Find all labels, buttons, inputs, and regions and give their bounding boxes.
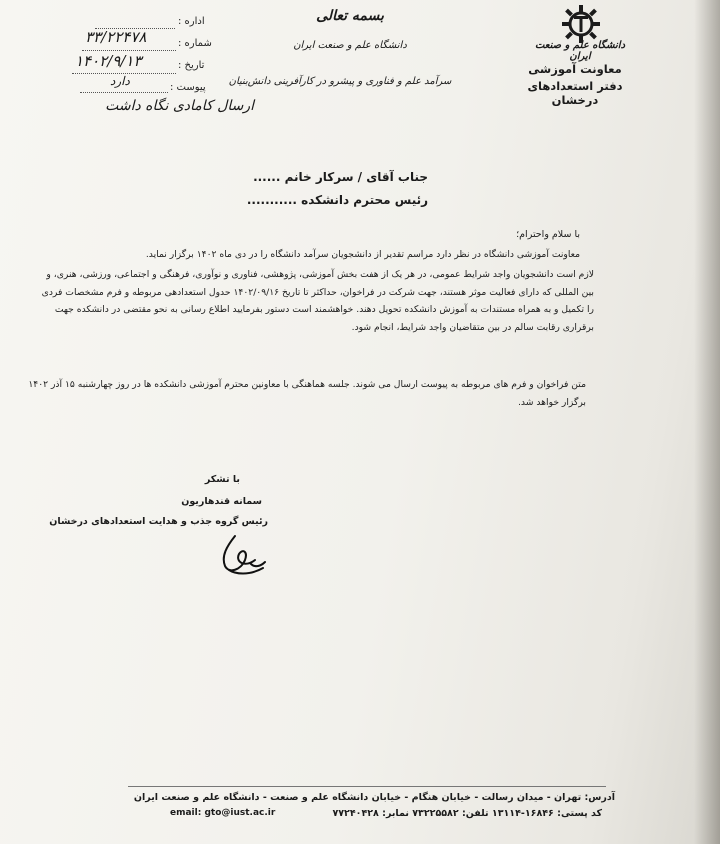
greeting: با سلام واحترام؛ (516, 229, 580, 240)
center-subtitle: سرآمد علم و فناوری و پیشرو در کارآفرینی دانش‌بنیان (228, 76, 452, 87)
paragraph-1: معاونت آموزشی دانشگاه در نظر دارد مراسم تقدیر از دانشجویان سرآمد دانشگاه را در دی ماه ۱۴۰۲ برگزار نماید. (145, 249, 580, 260)
attachment-label: پیوست : (170, 82, 206, 93)
handwritten-note: ارسال کامادی نگاه داشت (105, 98, 254, 114)
footer-email: email: gto@iust.ac.ir (170, 808, 276, 818)
number-line (82, 50, 176, 51)
signer-title: رئیس گروه جذب و هدایت استعدادهای درخشان (49, 516, 268, 527)
signature-thanks: با تشکر (204, 474, 240, 485)
university-logo-icon (561, 4, 601, 44)
date-value: ۱۴۰۲/۹/۱۳ (75, 52, 142, 70)
handwritten-signature-icon (205, 530, 275, 580)
university-name-center: دانشگاه علم و صنعت ایران (293, 40, 407, 51)
addressee-line-2: رئیس محترم دانشکده ........... (246, 193, 428, 207)
attachment-line (80, 92, 168, 93)
office-label: اداره : (178, 16, 205, 27)
addressee-line-1: جناب آقای / سرکار خانم ...... (253, 170, 428, 184)
paragraph-2: لازم است دانشجویان واجد شرایط عمومی، در هر یک از هفت بخش آموزشی، پژوهشی، فناوری و نوآوری، فرهنگی و اجتماعی، ورزشی، هنری، و بین المللی که دارای فعالیت موثر هستند، جهت شرکت در فراخوان، حداکثر تا تاریخ ۱۴۰۲/۰۹/۱۶ حدول استعدادهی مربوطه و فرم مشخصات فردی را تکمیل و به همراه مستندات به آموزش دانشکده تحویل دهند. خواهشمند است دستور بفرمایید اطلاع رسانی به نحو مقتضی در دانشکده جهت برقراری رقابت سالم در بین متقاضیان واجد شرایط، انجام شود. (41, 269, 594, 333)
paragraph-3: متن فراخوان و فرم های مربوطه به پیوست ارسال می شوند. جلسه هماهنگی با معاونین محترم آموزشی دانشکده ها در روز چهارشنبه ۱۵ آذر ۱۴۰۲ برگزار خواهد شد. (28, 379, 586, 408)
footer-divider (128, 786, 606, 787)
footer-address: آدرس: تهران - میدان رسالت - خیابان هنگام - خیابان دانشگاه علم و صنعت - دانشگاه علم و صنعت ایران (133, 792, 615, 803)
university-name-right: دانشگاه علم و صنعت ایران (534, 40, 626, 62)
number-label: شماره : (178, 38, 212, 49)
department-line-2: دفتر استعدادهای درخشان (527, 79, 623, 107)
footer-contact: کد پستی: ۱۶۸۴۶-۱۳۱۱۴ تلفن: ۷۳۲۲۵۵۸۲ نمابر: ۷۷۲۴۰۴۲۸ (332, 808, 602, 819)
basmala-heading: بسمه تعالی (316, 8, 384, 24)
date-label: تاریخ : (178, 60, 205, 71)
page-edge-shadow (694, 0, 720, 844)
number-value: ۳۳/۲۲۴۷۸ (85, 28, 147, 46)
attachment-value: دارد (110, 74, 130, 88)
department-line-1: معاونت آموزشی (528, 62, 622, 76)
signer-name: سمانه قندهاریون (181, 496, 262, 507)
